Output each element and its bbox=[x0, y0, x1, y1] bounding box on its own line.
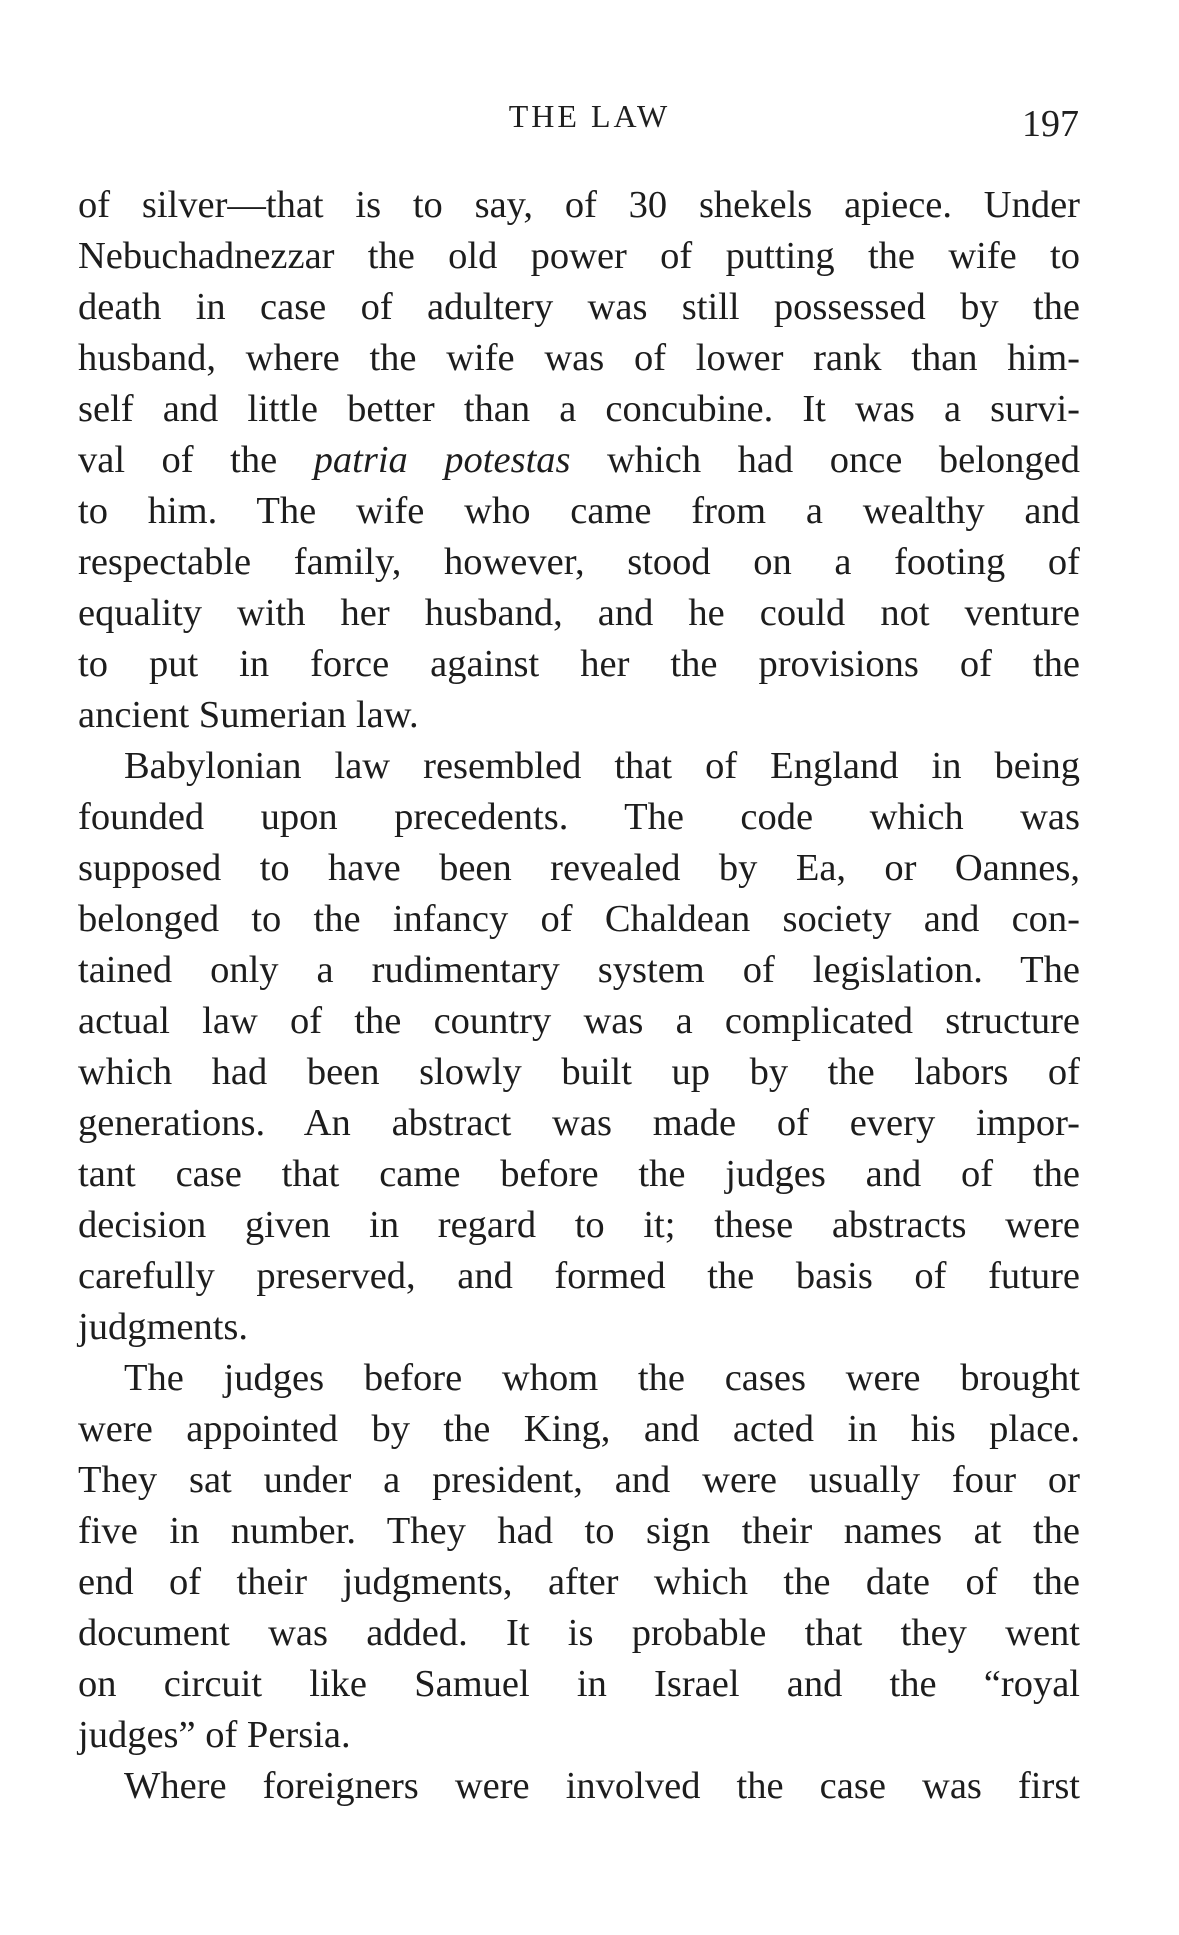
text-line: equality with her husband, and he could not venture bbox=[78, 592, 1080, 634]
text-line: The judges before whom the cases were brought bbox=[124, 1357, 1080, 1399]
text-line bbox=[78, 435, 1080, 486]
text-line: tained only a rudimentary system of legislation. The bbox=[78, 949, 1080, 991]
text-line: generations. An abstract was made of every impor- bbox=[78, 1102, 1080, 1144]
text-line: supposed to have been revealed by Ea, or Oannes, bbox=[78, 847, 1080, 889]
text-line: which had been slowly built up by the labors of bbox=[78, 1051, 1080, 1093]
text-line: actual law of the country was a complicated structure bbox=[78, 1000, 1080, 1042]
text-line: belonged to the infancy of Chaldean society and con- bbox=[78, 898, 1080, 940]
text-line: Nebuchadnezzar the old power of putting the wife to bbox=[78, 235, 1080, 277]
text-line: to him. The wife who came from a wealthy and bbox=[78, 490, 1080, 532]
paragraph-1 bbox=[78, 180, 1080, 741]
text-line: respectable family, however, stood on a footing of bbox=[78, 541, 1080, 583]
text-line: They sat under a president, and were usually four or bbox=[78, 1459, 1080, 1501]
text-line: document was added. It is probable that they went bbox=[78, 1612, 1080, 1654]
text-line: tant case that came before the judges and of the bbox=[78, 1153, 1080, 1195]
text-line: of silver—that is to say, of 30 shekels apiece. Under bbox=[78, 184, 1080, 226]
italic-phrase: patria potestas bbox=[313, 439, 571, 481]
body-text bbox=[78, 180, 1080, 1812]
text-line: decision given in regard to it; these abstracts were bbox=[78, 1204, 1080, 1246]
text-line: end of their judgments, after which the date of the bbox=[78, 1561, 1080, 1603]
paragraph-3 bbox=[78, 1353, 1080, 1761]
text-line: founded upon precedents. The code which was bbox=[78, 796, 1080, 838]
page-number: 197 bbox=[1022, 103, 1079, 145]
text-line: Babylonian law resembled that of England in being bbox=[124, 745, 1080, 787]
text-segment: which had once belonged bbox=[570, 439, 1080, 481]
text-line: death in case of adultery was still possessed by the bbox=[78, 286, 1080, 328]
running-head bbox=[0, 96, 1179, 145]
text-line: judges” of Persia. bbox=[78, 1714, 351, 1756]
text-line: to put in force against her the provisions of the bbox=[78, 643, 1080, 685]
text-line: on circuit like Samuel in Israel and the “royal bbox=[78, 1663, 1080, 1705]
text-line: Where foreigners were involved the case was first bbox=[124, 1765, 1080, 1807]
text-line: five in number. They had to sign their names at the bbox=[78, 1510, 1080, 1552]
text-line: were appointed by the King, and acted in his place. bbox=[78, 1408, 1080, 1450]
text-line: self and little better than a concubine. It was a survi- bbox=[78, 388, 1080, 430]
text-line: carefully preserved, and formed the basis of future bbox=[78, 1255, 1080, 1297]
text-line: ancient Sumerian law. bbox=[78, 694, 419, 736]
paragraph-4 bbox=[78, 1761, 1080, 1812]
paragraph-2 bbox=[78, 741, 1080, 1353]
text-segment: val of the bbox=[78, 439, 314, 481]
running-title: THE LAW bbox=[508, 98, 671, 134]
text-line: husband, where the wife was of lower rank than him- bbox=[78, 337, 1080, 379]
text-line: judgments. bbox=[78, 1306, 249, 1348]
